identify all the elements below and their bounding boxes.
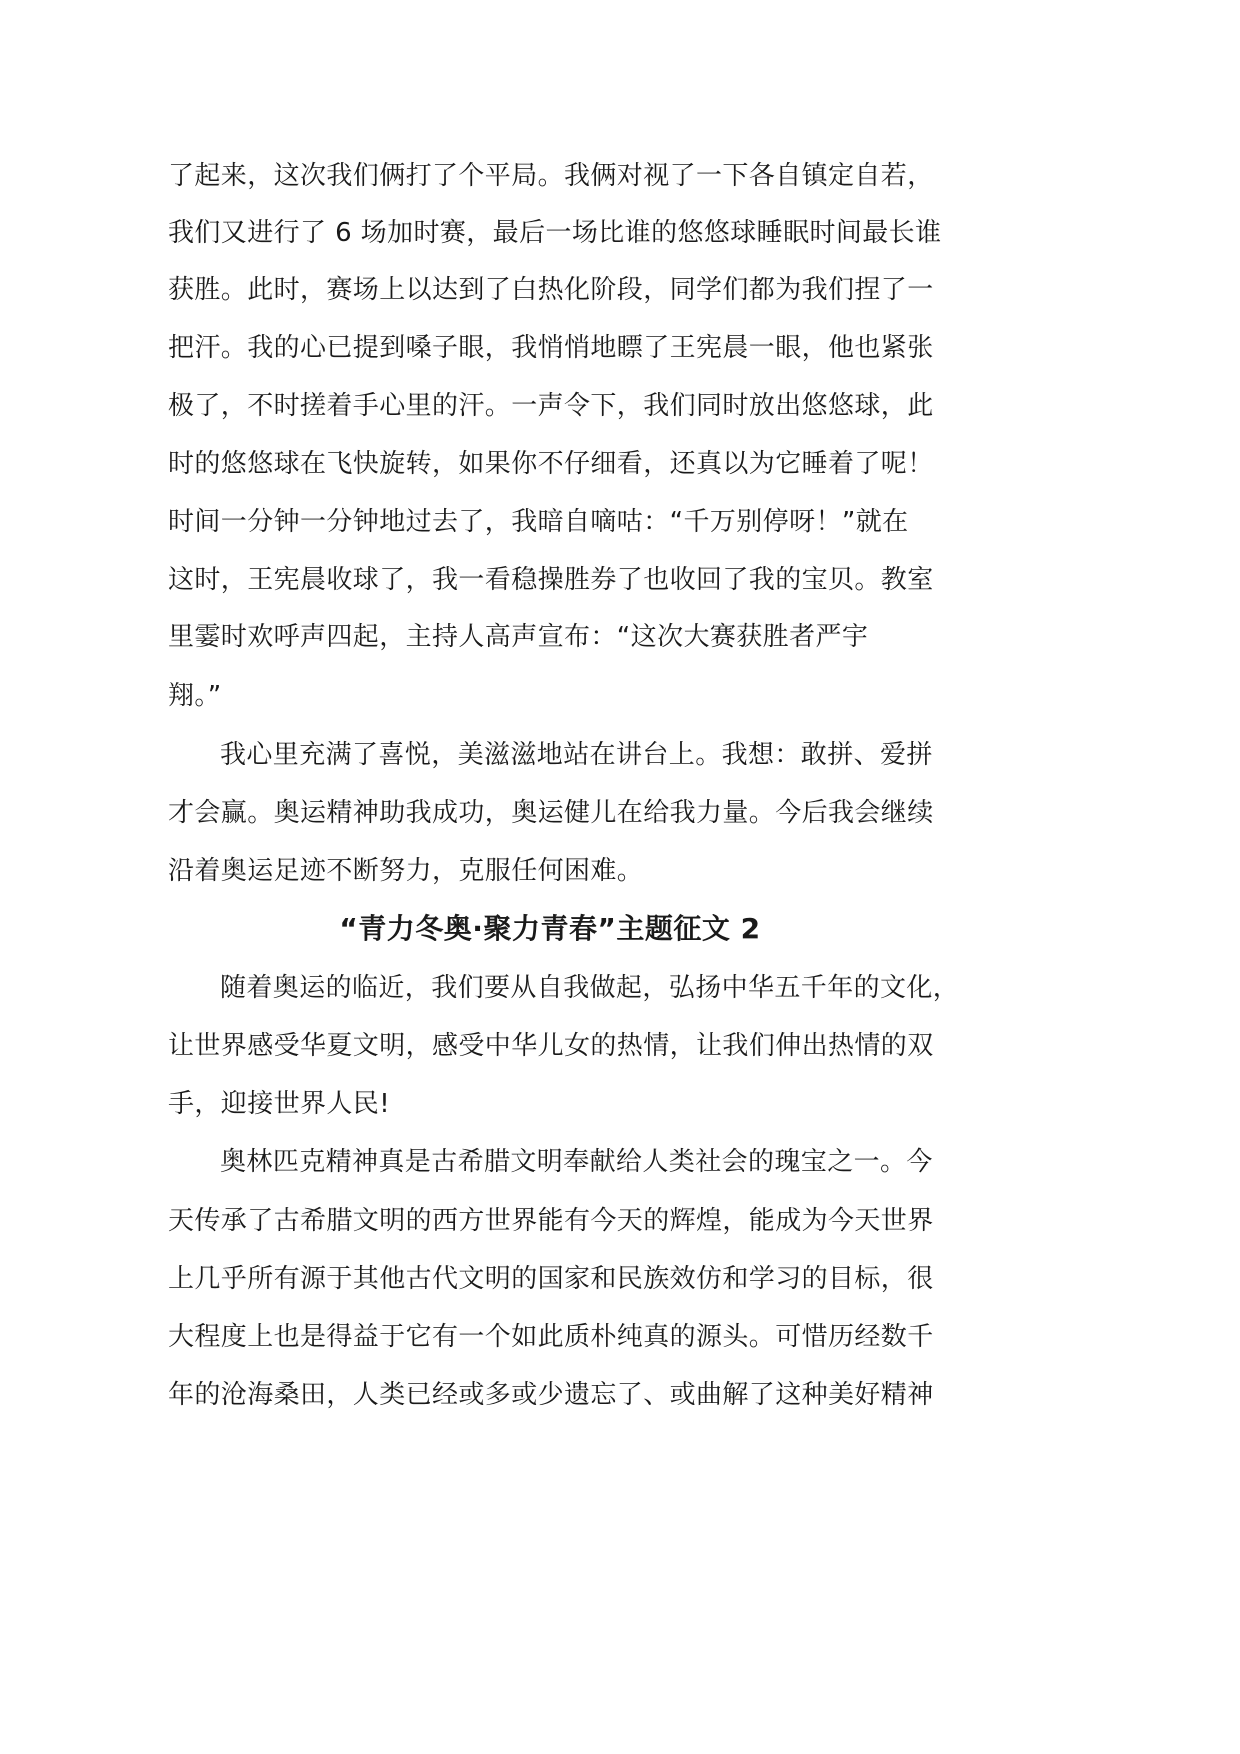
paragraph-4-line-2: 天传承了古希腊文明的西方世界能有今天的辉煌，能成为今天世界: [168, 1206, 934, 1236]
paragraph-4-line-5: 年的沧海桑田，人类已经或多或少遗忘了、或曲解了这种美好精神: [168, 1380, 934, 1410]
paragraph-1-line-2: 我们又进行了 6 场加时赛，最后一场比谁的悠悠球睡眠时间最长谁: [168, 218, 942, 248]
paragraph-3-line-2: 让世界感受华夏文明，感受中华儿女的热情，让我们伸出热情的双: [168, 1031, 934, 1061]
paragraph-1-line-6: 时的悠悠球在飞快旋转，如果你不仔细看，还真以为它睡着了呢！: [168, 449, 934, 479]
paragraph-1-line-1: 了起来，这次我们俩打了个平局。我俩对视了一下各自镇定自若，: [168, 161, 934, 191]
paragraph-3-line-3: 手，迎接世界人民!: [168, 1089, 391, 1119]
paragraph-1-line-7: 时间一分钟一分钟地过去了，我暗自嘀咕：“千万别停呀！”就在: [168, 507, 909, 537]
paragraph-1-line-5: 极了，不时搓着手心里的汗。一声令下，我们同时放出悠悠球，此: [168, 391, 934, 421]
paragraph-1-line-8: 这时，王宪晨收球了，我一看稳操胜券了也收回了我的宝贝。教室: [168, 565, 934, 595]
paragraph-1-line-3: 获胜。此时，赛场上以达到了白热化阶段，同学们都为我们捏了一: [168, 275, 934, 305]
paragraph-4-line-3: 上几乎所有源于其他古代文明的国家和民族效仿和学习的目标，很: [168, 1264, 934, 1294]
paragraph-2-line-2: 才会赢。奥运精神助我成功，奥运健儿在给我力量。今后我会继续: [168, 798, 934, 828]
paragraph-4-line-1: 奥林匹克精神真是古希腊文明奉献给人类社会的瑰宝之一。今: [220, 1147, 933, 1177]
paragraph-1-line-4: 把汗。我的心已提到嗓子眼，我悄悄地瞟了王宪晨一眼，他也紧张: [168, 333, 934, 363]
paragraph-3-line-1: 随着奥运的临近，我们要从自我做起，弘扬中华五千年的文化，: [220, 973, 960, 1003]
paragraph-2-line-3: 沿着奥运足迹不断努力，克服任何困难。: [168, 856, 644, 886]
paragraph-1-line-9: 里霎时欢呼声四起，主持人高声宣布：“这次大赛获胜者严宇: [168, 622, 869, 652]
paragraph-4-line-4: 大程度上也是得益于它有一个如此质朴纯真的源头。可惜历经数千: [168, 1322, 934, 1352]
section-title: “青力冬奥·聚力青春”主题征文 2: [339, 912, 761, 945]
paragraph-1-line-10: 翔。”: [168, 681, 222, 711]
paragraph-2-line-1: 我心里充满了喜悦，美滋滋地站在讲台上。我想：敢拼、爱拼: [220, 740, 933, 770]
